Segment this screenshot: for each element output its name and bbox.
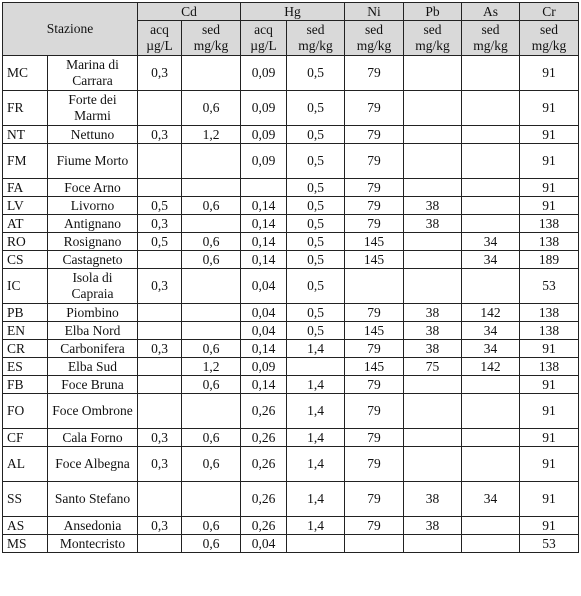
station-code-cell: FO [3, 394, 48, 429]
subheader-kind: sed [365, 22, 384, 37]
station-code-cell: FB [3, 376, 48, 394]
value-cell: 91 [520, 340, 579, 358]
value-cell: 75 [404, 358, 462, 376]
station-code-cell: AS [3, 517, 48, 535]
value-cell: 0,04 [241, 304, 287, 322]
value-cell: 138 [520, 233, 579, 251]
value-cell: 0,09 [241, 126, 287, 144]
table-row [3, 322, 579, 340]
value-cell [182, 144, 241, 179]
subheader-cell [345, 21, 404, 56]
value-cell: 38 [404, 215, 462, 233]
station-name-cell: Foce Bruna [48, 376, 138, 394]
value-cell: 0,5 [287, 269, 345, 304]
value-cell [241, 179, 287, 197]
station-code-cell: CF [3, 429, 48, 447]
value-cell [404, 269, 462, 304]
value-cell: 0,6 [182, 517, 241, 535]
value-cell: 0,5 [287, 215, 345, 233]
value-cell: 0,09 [241, 91, 287, 126]
value-cell [462, 394, 520, 429]
subheader-unit: mg/kg [531, 38, 567, 53]
value-cell: 91 [520, 144, 579, 179]
value-cell: 0,14 [241, 197, 287, 215]
subheader-kind: acq [150, 22, 169, 37]
value-cell: 79 [345, 517, 404, 535]
subheader-kind: sed [423, 22, 442, 37]
value-cell [404, 251, 462, 269]
value-cell: 79 [345, 144, 404, 179]
value-cell [182, 482, 241, 517]
value-cell: 1,2 [182, 126, 241, 144]
cr-header: Cr [520, 3, 579, 21]
station-code-cell: IC [3, 269, 48, 304]
value-cell: 91 [520, 179, 579, 197]
station-name-cell: Foce Ombrone [48, 394, 138, 429]
value-cell: 0,3 [138, 340, 182, 358]
station-name-cell: Santo Stefano [48, 482, 138, 517]
subheader-unit: mg/kg [356, 38, 392, 53]
station-code-cell: AT [3, 215, 48, 233]
value-cell [182, 322, 241, 340]
value-cell [404, 126, 462, 144]
value-cell: 79 [345, 376, 404, 394]
table-header [3, 3, 579, 56]
value-cell: 79 [345, 179, 404, 197]
value-cell: 79 [345, 91, 404, 126]
table-row [3, 233, 579, 251]
value-cell: 91 [520, 197, 579, 215]
station-code-cell: PB [3, 304, 48, 322]
table-row [3, 304, 579, 322]
subheader-unit: mg/kg [298, 38, 333, 53]
value-cell: 0,26 [241, 394, 287, 429]
value-cell [404, 394, 462, 429]
value-cell: 138 [520, 358, 579, 376]
value-cell: 0,6 [182, 340, 241, 358]
value-cell: 0,5 [287, 251, 345, 269]
value-cell: 34 [462, 482, 520, 517]
table-body [3, 56, 579, 553]
value-cell [182, 56, 241, 91]
subheader-unit: µg/L [146, 38, 173, 53]
value-cell: 145 [345, 233, 404, 251]
value-cell: 0,04 [241, 322, 287, 340]
value-cell [287, 358, 345, 376]
station-code-cell: RO [3, 233, 48, 251]
value-cell: 0,6 [182, 197, 241, 215]
value-cell: 34 [462, 251, 520, 269]
value-cell [462, 269, 520, 304]
station-code-cell: AL [3, 447, 48, 482]
value-cell [462, 429, 520, 447]
value-cell: 0,04 [241, 269, 287, 304]
value-cell: 145 [345, 358, 404, 376]
value-cell: 38 [404, 482, 462, 517]
subheader-cell [404, 21, 462, 56]
value-cell: 0,14 [241, 340, 287, 358]
table-row [3, 429, 579, 447]
value-cell [462, 56, 520, 91]
value-cell: 0,04 [241, 535, 287, 553]
cd-header: Cd [138, 3, 241, 21]
station-name-cell: Elba Sud [48, 358, 138, 376]
value-cell: 0,3 [138, 447, 182, 482]
subheader-kind: sed [202, 22, 220, 37]
value-cell [404, 56, 462, 91]
value-cell [182, 394, 241, 429]
station-name-cell: Foce Arno [48, 179, 138, 197]
value-cell: 34 [462, 322, 520, 340]
station-name-cell: Nettuno [48, 126, 138, 144]
hg-header: Hg [241, 3, 345, 21]
metals-table [2, 2, 579, 553]
station-code-cell: CR [3, 340, 48, 358]
value-cell: 0,14 [241, 376, 287, 394]
value-cell: 79 [345, 394, 404, 429]
value-cell [287, 535, 345, 553]
subheader-unit: mg/kg [193, 38, 229, 53]
value-cell: 79 [345, 482, 404, 517]
value-cell: 34 [462, 233, 520, 251]
value-cell [404, 91, 462, 126]
station-code-cell: CS [3, 251, 48, 269]
value-cell: 0,3 [138, 517, 182, 535]
value-cell: 0,3 [138, 429, 182, 447]
value-cell: 53 [520, 269, 579, 304]
value-cell [462, 376, 520, 394]
station-name-cell: Fiume Morto [48, 144, 138, 179]
value-cell [182, 179, 241, 197]
station-code-cell: NT [3, 126, 48, 144]
value-cell: 91 [520, 517, 579, 535]
value-cell [462, 91, 520, 126]
value-cell: 0,3 [138, 126, 182, 144]
subheader-kind: acq [254, 22, 273, 37]
value-cell: 34 [462, 340, 520, 358]
value-cell [138, 144, 182, 179]
value-cell: 38 [404, 340, 462, 358]
subheader-unit: mg/kg [415, 38, 450, 53]
value-cell: 0,5 [287, 233, 345, 251]
value-cell [138, 179, 182, 197]
value-cell [404, 376, 462, 394]
value-cell: 79 [345, 197, 404, 215]
table-row [3, 376, 579, 394]
pb-header: Pb [404, 3, 462, 21]
value-cell [138, 482, 182, 517]
table-row [3, 197, 579, 215]
value-cell: 53 [520, 535, 579, 553]
value-cell [345, 535, 404, 553]
value-cell: 1,4 [287, 447, 345, 482]
value-cell: 145 [345, 322, 404, 340]
value-cell: 91 [520, 376, 579, 394]
table-row [3, 482, 579, 517]
value-cell: 91 [520, 126, 579, 144]
value-cell: 0,5 [287, 126, 345, 144]
station-name-cell: Antignano [48, 215, 138, 233]
table-row [3, 126, 579, 144]
value-cell [345, 269, 404, 304]
metals-table-wrapper [2, 2, 579, 553]
subheader-cell [520, 21, 579, 56]
table-row [3, 56, 579, 91]
station-name-cell: Forte dei Marmi [48, 91, 138, 126]
station-name-cell: Rosignano [48, 233, 138, 251]
value-cell: 0,5 [287, 56, 345, 91]
value-cell: 1,4 [287, 376, 345, 394]
value-cell [462, 447, 520, 482]
station-code-cell: EN [3, 322, 48, 340]
station-code-cell: SS [3, 482, 48, 517]
value-cell: 189 [520, 251, 579, 269]
subheader-cell [182, 21, 241, 56]
value-cell: 0,09 [241, 358, 287, 376]
value-cell [138, 376, 182, 394]
station-code-cell: MC [3, 56, 48, 91]
value-cell [138, 394, 182, 429]
subheader-kind: sed [306, 22, 325, 37]
table-row [3, 251, 579, 269]
subheader-unit: mg/kg [473, 38, 508, 53]
station-name-cell: Isola di Capraia [48, 269, 138, 304]
value-cell [462, 179, 520, 197]
table-row [3, 91, 579, 126]
value-cell [138, 322, 182, 340]
table-row [3, 269, 579, 304]
value-cell: 91 [520, 447, 579, 482]
value-cell: 79 [345, 304, 404, 322]
station-code-cell: FM [3, 144, 48, 179]
value-cell: 1,2 [182, 358, 241, 376]
value-cell: 0,14 [241, 251, 287, 269]
value-cell: 0,09 [241, 144, 287, 179]
station-name-cell: Montecristo [48, 535, 138, 553]
station-name-cell: Ansedonia [48, 517, 138, 535]
value-cell [404, 535, 462, 553]
value-cell [138, 304, 182, 322]
value-cell: 138 [520, 304, 579, 322]
value-cell: 79 [345, 340, 404, 358]
value-cell: 0,6 [182, 535, 241, 553]
value-cell [182, 269, 241, 304]
table-row [3, 340, 579, 358]
value-cell [462, 215, 520, 233]
value-cell: 0,5 [287, 144, 345, 179]
value-cell: 0,3 [138, 269, 182, 304]
value-cell: 0,5 [138, 197, 182, 215]
value-cell: 0,6 [182, 91, 241, 126]
value-cell: 0,3 [138, 215, 182, 233]
value-cell: 0,5 [287, 304, 345, 322]
value-cell: 0,26 [241, 447, 287, 482]
subheader-kind: sed [481, 22, 500, 37]
station-code-cell: LV [3, 197, 48, 215]
value-cell: 1,4 [287, 517, 345, 535]
table-row [3, 517, 579, 535]
value-cell: 1,4 [287, 482, 345, 517]
table-row [3, 144, 579, 179]
value-cell: 0,5 [287, 322, 345, 340]
value-cell: 0,14 [241, 215, 287, 233]
value-cell: 79 [345, 56, 404, 91]
value-cell [138, 251, 182, 269]
value-cell: 38 [404, 197, 462, 215]
as-header: As [462, 3, 520, 21]
table-row [3, 447, 579, 482]
subheader-cell [287, 21, 345, 56]
value-cell: 0,6 [182, 376, 241, 394]
value-cell: 0,09 [241, 56, 287, 91]
value-cell: 38 [404, 304, 462, 322]
station-name-cell: Marina di Carrara [48, 56, 138, 91]
table-row [3, 394, 579, 429]
value-cell [462, 517, 520, 535]
value-cell: 138 [520, 322, 579, 340]
value-cell: 0,5 [287, 91, 345, 126]
value-cell: 142 [462, 304, 520, 322]
value-cell [404, 429, 462, 447]
subheader-cell [462, 21, 520, 56]
value-cell: 0,14 [241, 233, 287, 251]
station-code-cell: MS [3, 535, 48, 553]
value-cell: 79 [345, 126, 404, 144]
station-name-cell: Foce Albegna [48, 447, 138, 482]
station-name-cell: Elba Nord [48, 322, 138, 340]
value-cell: 91 [520, 429, 579, 447]
table-row [3, 179, 579, 197]
station-code-cell: ES [3, 358, 48, 376]
value-cell: 91 [520, 91, 579, 126]
value-cell [404, 233, 462, 251]
value-cell: 0,5 [287, 179, 345, 197]
value-cell: 79 [345, 215, 404, 233]
value-cell: 79 [345, 429, 404, 447]
station-header: Stazione [3, 3, 138, 56]
value-cell: 1,4 [287, 394, 345, 429]
value-cell [462, 197, 520, 215]
value-cell [404, 144, 462, 179]
value-cell: 91 [520, 56, 579, 91]
subheader-cell [138, 21, 182, 56]
value-cell [462, 144, 520, 179]
value-cell: 91 [520, 394, 579, 429]
value-cell: 0,6 [182, 447, 241, 482]
value-cell: 38 [404, 517, 462, 535]
subheader-cell [241, 21, 287, 56]
value-cell [404, 447, 462, 482]
ni-header: Ni [345, 3, 404, 21]
station-name-cell: Carbonifera [48, 340, 138, 358]
value-cell: 1,4 [287, 429, 345, 447]
subheader-unit: µg/L [250, 38, 277, 53]
value-cell: 38 [404, 322, 462, 340]
station-name-cell: Piombino [48, 304, 138, 322]
value-cell: 0,26 [241, 429, 287, 447]
value-cell [182, 304, 241, 322]
value-cell: 1,4 [287, 340, 345, 358]
station-name-cell: Castagneto [48, 251, 138, 269]
value-cell: 0,5 [287, 197, 345, 215]
station-code-cell: FA [3, 179, 48, 197]
value-cell [462, 535, 520, 553]
value-cell [462, 126, 520, 144]
value-cell: 145 [345, 251, 404, 269]
value-cell: 0,3 [138, 56, 182, 91]
value-cell: 0,6 [182, 233, 241, 251]
value-cell: 91 [520, 482, 579, 517]
value-cell: 138 [520, 215, 579, 233]
value-cell: 142 [462, 358, 520, 376]
value-cell: 0,5 [138, 233, 182, 251]
table-row [3, 215, 579, 233]
station-code-cell: FR [3, 91, 48, 126]
station-name-cell: Livorno [48, 197, 138, 215]
table-row [3, 358, 579, 376]
value-cell [138, 91, 182, 126]
value-cell [138, 358, 182, 376]
station-name-cell: Cala Forno [48, 429, 138, 447]
value-cell [182, 215, 241, 233]
value-cell: 0,26 [241, 482, 287, 517]
value-cell: 79 [345, 447, 404, 482]
value-cell: 0,6 [182, 251, 241, 269]
value-cell [404, 179, 462, 197]
value-cell: 0,6 [182, 429, 241, 447]
table-row [3, 535, 579, 553]
subheader-kind: sed [540, 22, 559, 37]
value-cell [138, 535, 182, 553]
value-cell: 0,26 [241, 517, 287, 535]
